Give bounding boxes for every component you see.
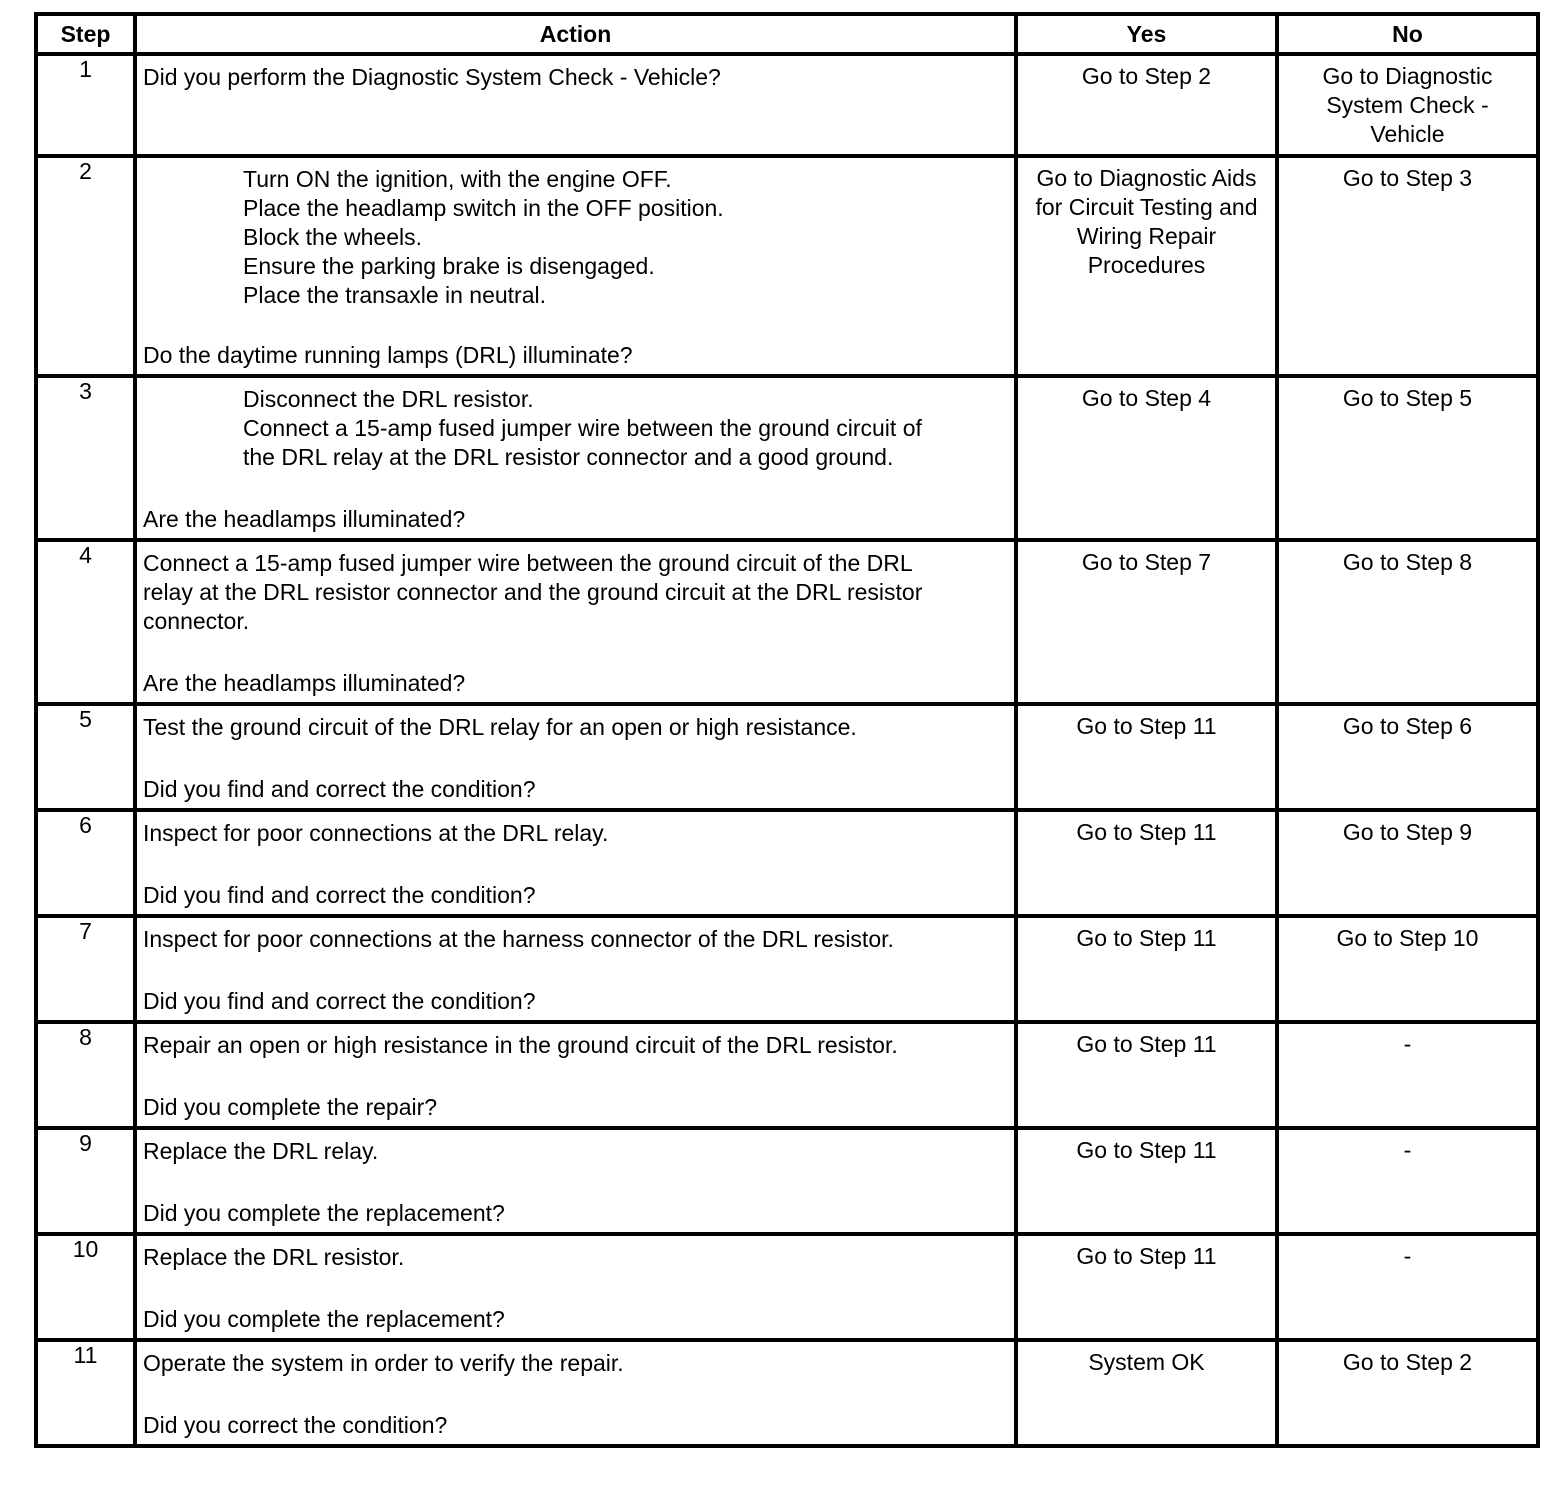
step-number: 10 bbox=[36, 1234, 135, 1340]
action-top bbox=[143, 713, 1008, 742]
action-text: Repair an open or high resistance in the ground circuit of the DRL resistor. bbox=[143, 1032, 898, 1058]
no-result bbox=[1277, 540, 1538, 704]
step-number: 7 bbox=[36, 916, 135, 1022]
action-top bbox=[143, 549, 1008, 636]
action-cell bbox=[135, 1340, 1016, 1446]
no-result-text bbox=[1279, 1130, 1536, 1170]
table-row bbox=[36, 704, 1538, 810]
no-result-line: - bbox=[1403, 1243, 1412, 1269]
step-number: 11 bbox=[36, 1340, 135, 1446]
action-content bbox=[137, 706, 1014, 808]
yes-result bbox=[1016, 376, 1277, 540]
step-number: 1 bbox=[36, 54, 135, 156]
yes-result bbox=[1016, 1234, 1277, 1340]
yes-result-line: Go to Step 11 bbox=[1076, 1243, 1217, 1269]
action-text: relay at the DRL resistor connector and the ground circuit at the DRL resistor bbox=[143, 579, 923, 605]
no-result-text bbox=[1279, 1024, 1536, 1064]
action-content bbox=[137, 1024, 1014, 1126]
yes-result-line: for Circuit Testing and bbox=[1035, 194, 1258, 220]
table-row bbox=[36, 1234, 1538, 1340]
yes-result-text bbox=[1018, 812, 1275, 852]
action-content bbox=[137, 1236, 1014, 1338]
action-content bbox=[137, 56, 1014, 148]
table-row bbox=[36, 916, 1538, 1022]
no-result-line: Go to Step 10 bbox=[1336, 925, 1479, 951]
action-top bbox=[143, 1349, 1008, 1378]
no-result-text bbox=[1279, 812, 1536, 852]
yes-result bbox=[1016, 1128, 1277, 1234]
no-result-line: Vehicle bbox=[1370, 121, 1445, 147]
action-text: Did you perform the Diagnostic System Check - Vehicle? bbox=[143, 64, 721, 90]
action-cell bbox=[135, 1234, 1016, 1340]
yes-result bbox=[1016, 540, 1277, 704]
no-result-text bbox=[1279, 706, 1536, 746]
action-text: Test the ground circuit of the DRL relay for an open or high resistance. bbox=[143, 714, 857, 740]
action-text: Inspect for poor connections at the harness connector of the DRL resistor. bbox=[143, 926, 894, 952]
step-number: 5 bbox=[36, 704, 135, 810]
no-result-line: Go to Step 3 bbox=[1342, 165, 1473, 191]
action-cell bbox=[135, 156, 1016, 376]
table-row bbox=[36, 810, 1538, 916]
table-row bbox=[36, 1340, 1538, 1446]
action-question: Did you complete the replacement? bbox=[143, 1200, 505, 1226]
action-text: Operate the system in order to verify the repair. bbox=[143, 1350, 624, 1376]
yes-result-text bbox=[1018, 1236, 1275, 1276]
yes-result-text bbox=[1018, 158, 1275, 285]
yes-result-line: Procedures bbox=[1087, 252, 1206, 278]
no-result bbox=[1277, 1340, 1538, 1446]
yes-result bbox=[1016, 156, 1277, 376]
yes-result-text bbox=[1018, 542, 1275, 582]
no-result-line: - bbox=[1403, 1137, 1412, 1163]
instruction-line: Ensure the parking brake is disengaged. bbox=[243, 253, 655, 279]
action-content bbox=[137, 812, 1014, 914]
action-content bbox=[137, 1342, 1014, 1444]
header-step: Step bbox=[36, 14, 135, 54]
no-result-text bbox=[1279, 158, 1536, 198]
no-result-line: Go to Step 9 bbox=[1342, 819, 1473, 845]
action-top bbox=[143, 63, 1008, 92]
table-row bbox=[36, 540, 1538, 704]
yes-result-text bbox=[1018, 918, 1275, 958]
step-number: 3 bbox=[36, 376, 135, 540]
yes-result-line: Go to Step 11 bbox=[1076, 1137, 1217, 1163]
yes-result-text bbox=[1018, 1130, 1275, 1170]
yes-result-line: Go to Diagnostic Aids bbox=[1036, 165, 1257, 191]
no-result bbox=[1277, 1128, 1538, 1234]
no-result-text bbox=[1279, 56, 1536, 154]
table-row bbox=[36, 376, 1538, 540]
action-cell bbox=[135, 916, 1016, 1022]
yes-result-line: Go to Step 2 bbox=[1081, 63, 1212, 89]
yes-result-text bbox=[1018, 706, 1275, 746]
action-question: Did you find and correct the condition? bbox=[143, 776, 536, 802]
no-result-line: System Check - bbox=[1326, 92, 1489, 118]
action-question: Did you find and correct the condition? bbox=[143, 882, 536, 908]
table-row bbox=[36, 54, 1538, 156]
action-top bbox=[143, 1031, 1008, 1060]
action-content bbox=[137, 158, 1014, 374]
table-row bbox=[36, 1128, 1538, 1234]
action-top bbox=[143, 385, 1008, 472]
no-result bbox=[1277, 376, 1538, 540]
yes-result-line: Go to Step 11 bbox=[1076, 713, 1217, 739]
instruction-line: Turn ON the ignition, with the engine OFF. bbox=[243, 166, 672, 192]
action-question: Are the headlamps illuminated? bbox=[143, 506, 466, 532]
yes-result bbox=[1016, 916, 1277, 1022]
diagnostic-table bbox=[34, 12, 1540, 1448]
action-text: connector. bbox=[143, 608, 250, 634]
no-result-line: Go to Step 2 bbox=[1342, 1349, 1473, 1375]
action-cell bbox=[135, 810, 1016, 916]
action-content bbox=[137, 542, 1014, 702]
action-top bbox=[143, 819, 1008, 848]
no-result-line: Go to Diagnostic bbox=[1322, 63, 1493, 89]
action-text: Replace the DRL relay. bbox=[143, 1138, 379, 1164]
instruction-line: Place the headlamp switch in the OFF position. bbox=[243, 195, 724, 221]
yes-result-line: System OK bbox=[1088, 1349, 1205, 1375]
table-row bbox=[36, 1022, 1538, 1128]
action-content bbox=[137, 918, 1014, 1020]
action-cell bbox=[135, 376, 1016, 540]
action-cell bbox=[135, 54, 1016, 156]
no-result-text bbox=[1279, 1236, 1536, 1276]
action-question: Did you complete the repair? bbox=[143, 1094, 438, 1120]
yes-result-line: Go to Step 11 bbox=[1076, 819, 1217, 845]
yes-result-line: Wiring Repair bbox=[1076, 223, 1217, 249]
no-result-line: Go to Step 8 bbox=[1342, 549, 1473, 575]
yes-result bbox=[1016, 810, 1277, 916]
no-result bbox=[1277, 810, 1538, 916]
action-question: Are the headlamps illuminated? bbox=[143, 670, 466, 696]
no-result bbox=[1277, 916, 1538, 1022]
step-number: 4 bbox=[36, 540, 135, 704]
action-cell bbox=[135, 540, 1016, 704]
header-no: No bbox=[1277, 14, 1538, 54]
action-text: Inspect for poor connections at the DRL relay. bbox=[143, 820, 609, 846]
yes-result-text bbox=[1018, 56, 1275, 96]
step-number: 9 bbox=[36, 1128, 135, 1234]
instruction-line: Disconnect the DRL resistor. bbox=[243, 386, 534, 412]
action-cell bbox=[135, 1128, 1016, 1234]
instruction-line: the DRL relay at the DRL resistor connector and a good ground. bbox=[243, 444, 894, 470]
instruction-line: Connect a 15-amp fused jumper wire between the ground circuit of bbox=[243, 415, 922, 441]
yes-result bbox=[1016, 1340, 1277, 1446]
action-question: Did you find and correct the condition? bbox=[143, 988, 536, 1014]
action-text: Replace the DRL resistor. bbox=[143, 1244, 405, 1270]
no-result-text bbox=[1279, 918, 1536, 958]
header-yes: Yes bbox=[1016, 14, 1277, 54]
header-row bbox=[36, 14, 1538, 54]
yes-result-text bbox=[1018, 1342, 1275, 1382]
yes-result-text bbox=[1018, 1024, 1275, 1064]
action-question: Did you complete the replacement? bbox=[143, 1306, 505, 1332]
action-top bbox=[143, 925, 1008, 954]
step-number: 6 bbox=[36, 810, 135, 916]
no-result-text bbox=[1279, 542, 1536, 582]
yes-result bbox=[1016, 54, 1277, 156]
action-cell bbox=[135, 1022, 1016, 1128]
no-result bbox=[1277, 54, 1538, 156]
action-question: Do the daytime running lamps (DRL) illuminate? bbox=[143, 342, 633, 368]
step-number: 8 bbox=[36, 1022, 135, 1128]
action-top bbox=[143, 1137, 1008, 1166]
action-text: Connect a 15-amp fused jumper wire between the ground circuit of the DRL bbox=[143, 550, 913, 576]
no-result bbox=[1277, 704, 1538, 810]
yes-result-line: Go to Step 11 bbox=[1076, 925, 1217, 951]
yes-result-line: Go to Step 11 bbox=[1076, 1031, 1217, 1057]
no-result bbox=[1277, 156, 1538, 376]
table-row bbox=[36, 156, 1538, 376]
header-action: Action bbox=[135, 14, 1016, 54]
yes-result bbox=[1016, 1022, 1277, 1128]
yes-result-line: Go to Step 7 bbox=[1081, 549, 1212, 575]
action-top bbox=[143, 1243, 1008, 1272]
no-result-line: Go to Step 6 bbox=[1342, 713, 1473, 739]
yes-result bbox=[1016, 704, 1277, 810]
instruction-line: Place the transaxle in neutral. bbox=[243, 282, 547, 308]
no-result-text bbox=[1279, 378, 1536, 418]
no-result bbox=[1277, 1234, 1538, 1340]
no-result-text bbox=[1279, 1342, 1536, 1382]
yes-result-line: Go to Step 4 bbox=[1081, 385, 1212, 411]
action-cell bbox=[135, 704, 1016, 810]
step-number: 2 bbox=[36, 156, 135, 376]
instruction-line: Block the wheels. bbox=[243, 224, 422, 250]
action-content bbox=[137, 1130, 1014, 1232]
no-result-line: - bbox=[1403, 1031, 1412, 1057]
action-top bbox=[143, 165, 1008, 310]
action-content bbox=[137, 378, 1014, 538]
action-question: Did you correct the condition? bbox=[143, 1412, 448, 1438]
yes-result-text bbox=[1018, 378, 1275, 418]
no-result bbox=[1277, 1022, 1538, 1128]
no-result-line: Go to Step 5 bbox=[1342, 385, 1473, 411]
